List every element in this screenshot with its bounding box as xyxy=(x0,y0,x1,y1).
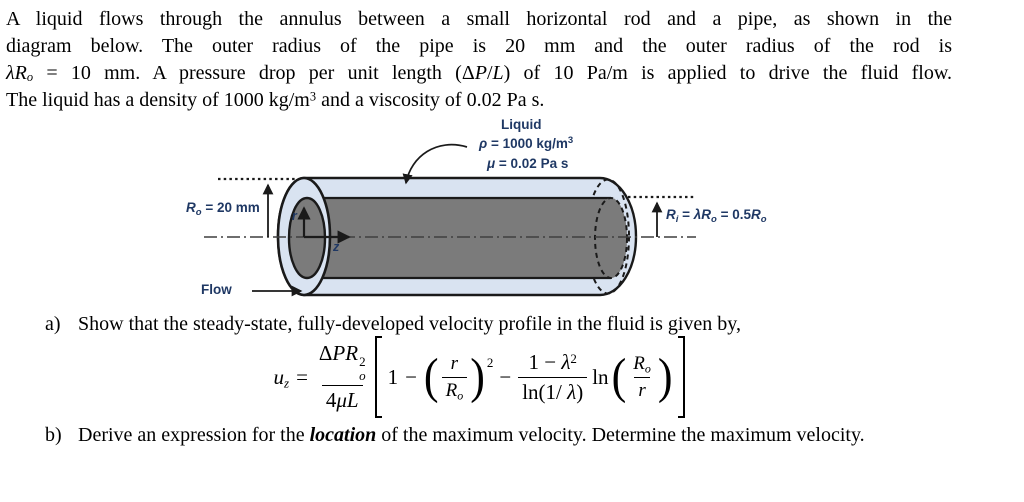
eq-ln: ln xyxy=(592,364,609,389)
eq-lhs: $u_z$ xyxy=(273,364,290,390)
statement-line-2: diagram below. The outer radius of the pipe is 20 mm and the outer radius of the rod is xyxy=(6,35,952,57)
eq-minus-1: − xyxy=(405,364,417,389)
eq-equals: = xyxy=(296,364,308,389)
eq-one: 1 xyxy=(387,364,399,389)
eq-log-ratio: ( $\frac{R_o}{r}$ ) xyxy=(611,349,673,405)
flow-label: Flow xyxy=(201,282,232,297)
velocity-profile-equation xyxy=(0,334,960,420)
eq-left-bracket xyxy=(375,336,382,418)
z-axis-label: z xyxy=(333,240,340,254)
part-a-marker: a) xyxy=(45,313,61,335)
viscosity-label: μ = 0.02 Pa s xyxy=(487,156,569,171)
density-label: ρ = 1000 $kg/m^3$ xyxy=(479,135,574,151)
eq-lambda-fraction: $\frac{1 - \lambda^2}{\ln(1/ \lambda)}$ xyxy=(518,350,587,405)
eq-minus-2: − xyxy=(499,364,512,389)
part-b-text: Derive an expression for the location of the maximum velocity. Determine the maximum velocity. xyxy=(78,424,865,446)
rod-end-dashed-ellipse xyxy=(595,198,627,278)
outer-radius-label: $R_o = 20$ mm xyxy=(186,200,260,218)
statement-line-3: $\lambda R_o = 10$ mm. A pressure drop per unit length (ΔP/L) of 10 Pa/m is applied to drive the fluid flow. xyxy=(6,62,953,85)
eq-radius-ratio-squared: ( $\frac{r}{R_o}$ ) $^2$ xyxy=(423,349,494,405)
r-axis-label: r xyxy=(292,209,297,223)
problem-statement xyxy=(6,6,952,114)
part-b xyxy=(45,422,952,449)
statement-line-1: A liquid flows through the annulus between a small horizontal rod and a pipe, as shown in the xyxy=(6,8,952,30)
annulus-diagram xyxy=(0,112,1024,312)
inner-radius-label: $R_i = \lambda R_o = 0.5R_o$ xyxy=(666,207,767,225)
statement-line-4: The liquid has a density of 1000 $kg/m^3$ and a viscosity of 0.02 Pa s. xyxy=(6,89,545,111)
eq-right-bracket xyxy=(678,336,685,418)
liquid-label: Liquid xyxy=(501,117,542,132)
part-b-emphasis: location xyxy=(309,424,377,446)
eq-coefficient-fraction: ΔPR 2 o 4μL xyxy=(318,341,366,412)
part-a-text: Show that the steady-state, fully-developed velocity profile in the fluid is given by, xyxy=(78,313,741,335)
part-b-marker: b) xyxy=(45,424,62,446)
